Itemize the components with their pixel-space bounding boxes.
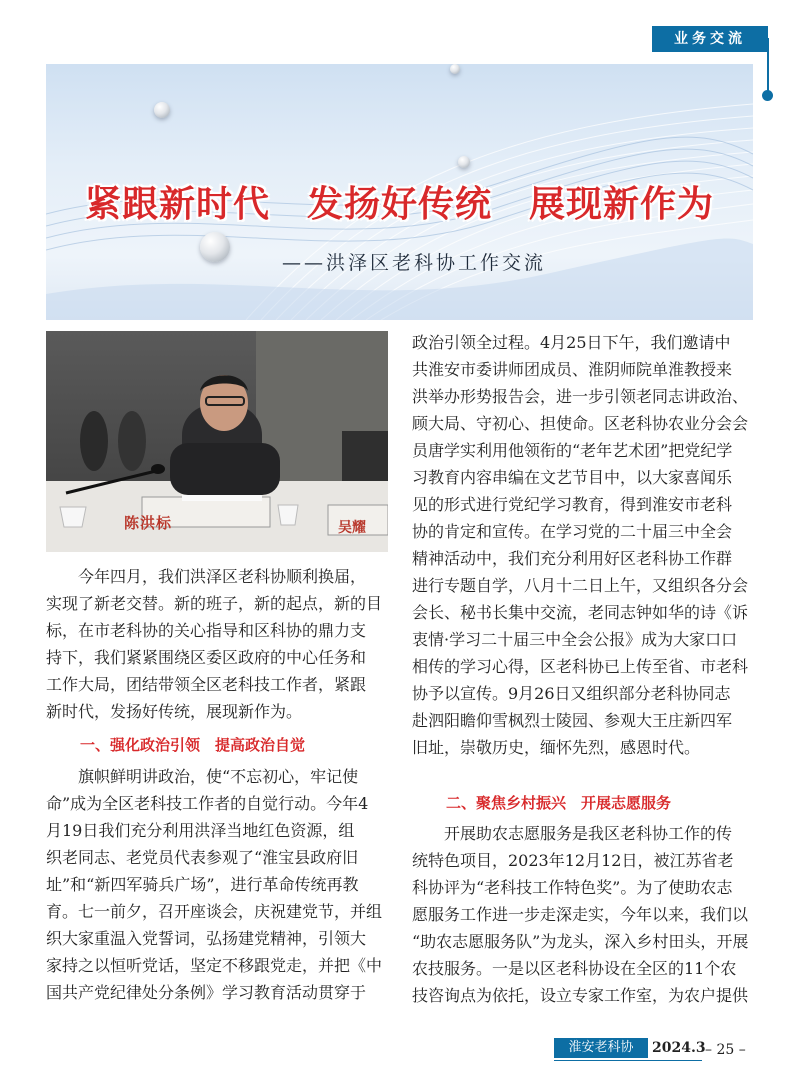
text-line: 技咨询点为依托，设立专家工作室，为农户提供 — [412, 986, 749, 1005]
footer-rule — [554, 1060, 702, 1061]
text-line: 协的肯定和宣传。在学习党的二十届三中全会 — [412, 522, 733, 541]
photo-illustration — [46, 331, 388, 552]
text-line: 农技服务。一是以区老科协设在全区的11个农 — [412, 959, 737, 978]
text-line: 织老同志、老党员代表参观了“淮宝县政府旧 — [46, 848, 359, 867]
pearl-decoration — [458, 156, 470, 168]
speaker-photo — [46, 331, 388, 552]
tag-dot — [762, 90, 773, 101]
nameplate: 吴耀 — [338, 520, 366, 536]
text-line: 标，在市老科协的关心指导和区科协的鼎力支 — [46, 621, 367, 640]
article-title: 紧跟新时代 发扬好传统 展现新作为 — [84, 183, 714, 225]
article-subtitle: ——洪泽区老科协工作交流 — [282, 252, 547, 274]
text-line: 会长、秘书长集中交流，老同志钟如华的诗《诉 — [412, 603, 749, 622]
text-line: 命”成为全区老科技工作者的自觉行动。今年4 — [46, 794, 369, 813]
section-tag: 业务交流 — [652, 26, 768, 52]
text-line: 旧址，崇敬历史，缅怀先烈，感恩时代。 — [412, 738, 701, 757]
text-line: 政治引领全过程。4月25日下午，我们邀请中 — [412, 333, 731, 352]
text-line: 协予以宣传。9月26日又组织部分老科协同志 — [412, 684, 731, 703]
text-line: 共淮安市委讲师团成员、淮阴师院单淮教授来 — [412, 360, 733, 379]
text-line: 织大家重温入党誓词，弘扬建党精神，引领大 — [46, 929, 367, 948]
text-line: 统特色项目，2023年12月12日，被江苏省老 — [412, 851, 734, 870]
text-line: 顾大局、守初心、担使命。区老科协农业分会会 — [412, 414, 749, 433]
text-line: 开展助农志愿服务是我区老科协工作的传 — [444, 824, 733, 843]
text-line: 洪举办形势报告会，进一步引领老同志讲政治、 — [412, 387, 749, 406]
text-line: 精神活动中，我们充分利用好区老科协工作群 — [412, 549, 733, 568]
text-line: 员唐学实利用他领衔的“老年艺术团”把党纪学 — [412, 441, 733, 460]
text-line: 家持之以恒听党话，坚定不移跟党走，并把《中 — [46, 956, 383, 975]
text-line: 持下，我们紧紧围绕区委区政府的中心任务和 — [46, 648, 367, 667]
text-line: 相传的学习心得，区老科协已上传至省、市老科 — [412, 657, 749, 676]
text-line: 习教育内容串编在文艺节目中，以大家喜闻乐 — [412, 468, 733, 487]
pearl-decoration — [154, 102, 170, 118]
text-line: 愿服务工作进一步走深走实，今年以来，我们以 — [412, 905, 749, 924]
text-line: 今年四月，我们洪泽区老科协顺利换届， — [78, 567, 367, 586]
text-line: 新时代，发扬好传统，展现新作为。 — [46, 702, 303, 721]
tag-connector-line — [767, 38, 769, 94]
section-heading-1: 一、强化政治引领 提高政治自觉 — [80, 736, 306, 754]
pearl-decoration — [200, 232, 230, 262]
pearl-decoration — [450, 64, 460, 74]
journal-name: 淮安老科协 — [554, 1038, 648, 1058]
text-line: 进行专题自学，八月十二日上午，又组织各分会 — [412, 576, 749, 595]
issue-number: 2024.3 — [652, 1040, 706, 1056]
text-line: 国共产党纪律处分条例》学习教育活动贯穿于 — [46, 983, 367, 1002]
section1-paragraph-left — [46, 763, 390, 1006]
text-line: 址”和“新四军骑兵广场”，进行革命传统再教 — [46, 875, 359, 894]
text-line: 工作大局，团结带领全区老科技工作者，紧跟 — [46, 675, 367, 694]
text-line: 月19日我们充分利用洪泽当地红色资源，组 — [46, 821, 355, 840]
text-line: 育。七一前夕，召开座谈会，庆祝建党节，并组 — [46, 902, 383, 921]
section2-paragraph — [412, 820, 756, 1009]
nameplate: 陈洪标 — [124, 514, 173, 532]
text-line: 见的形式进行党纪学习教育，得到淮安市老科 — [412, 495, 733, 514]
text-line: 科协评为“老科技工作特色奖”。为了使助农志 — [412, 878, 733, 897]
text-line: 实现了新老交替。新的班子，新的起点，新的目 — [46, 594, 383, 613]
text-line: 衷情·学习二十届三中全会公报》成为大家口口 — [412, 630, 738, 649]
intro-paragraph — [46, 563, 390, 725]
text-line: 旗帜鲜明讲政治，使“不忘初心，牢记使 — [78, 767, 359, 786]
section1-paragraph-right — [412, 329, 756, 761]
section-heading-2: 二、聚焦乡村振兴 开展志愿服务 — [446, 794, 672, 812]
text-line: 赴泗阳瞻仰雪枫烈士陵园、参观大王庄新四军 — [412, 711, 733, 730]
title-banner — [46, 64, 753, 320]
text-line: “助农志愿服务队”为龙头，深入乡村田头，开展 — [412, 932, 749, 951]
page-number: – 25 – — [705, 1042, 746, 1058]
